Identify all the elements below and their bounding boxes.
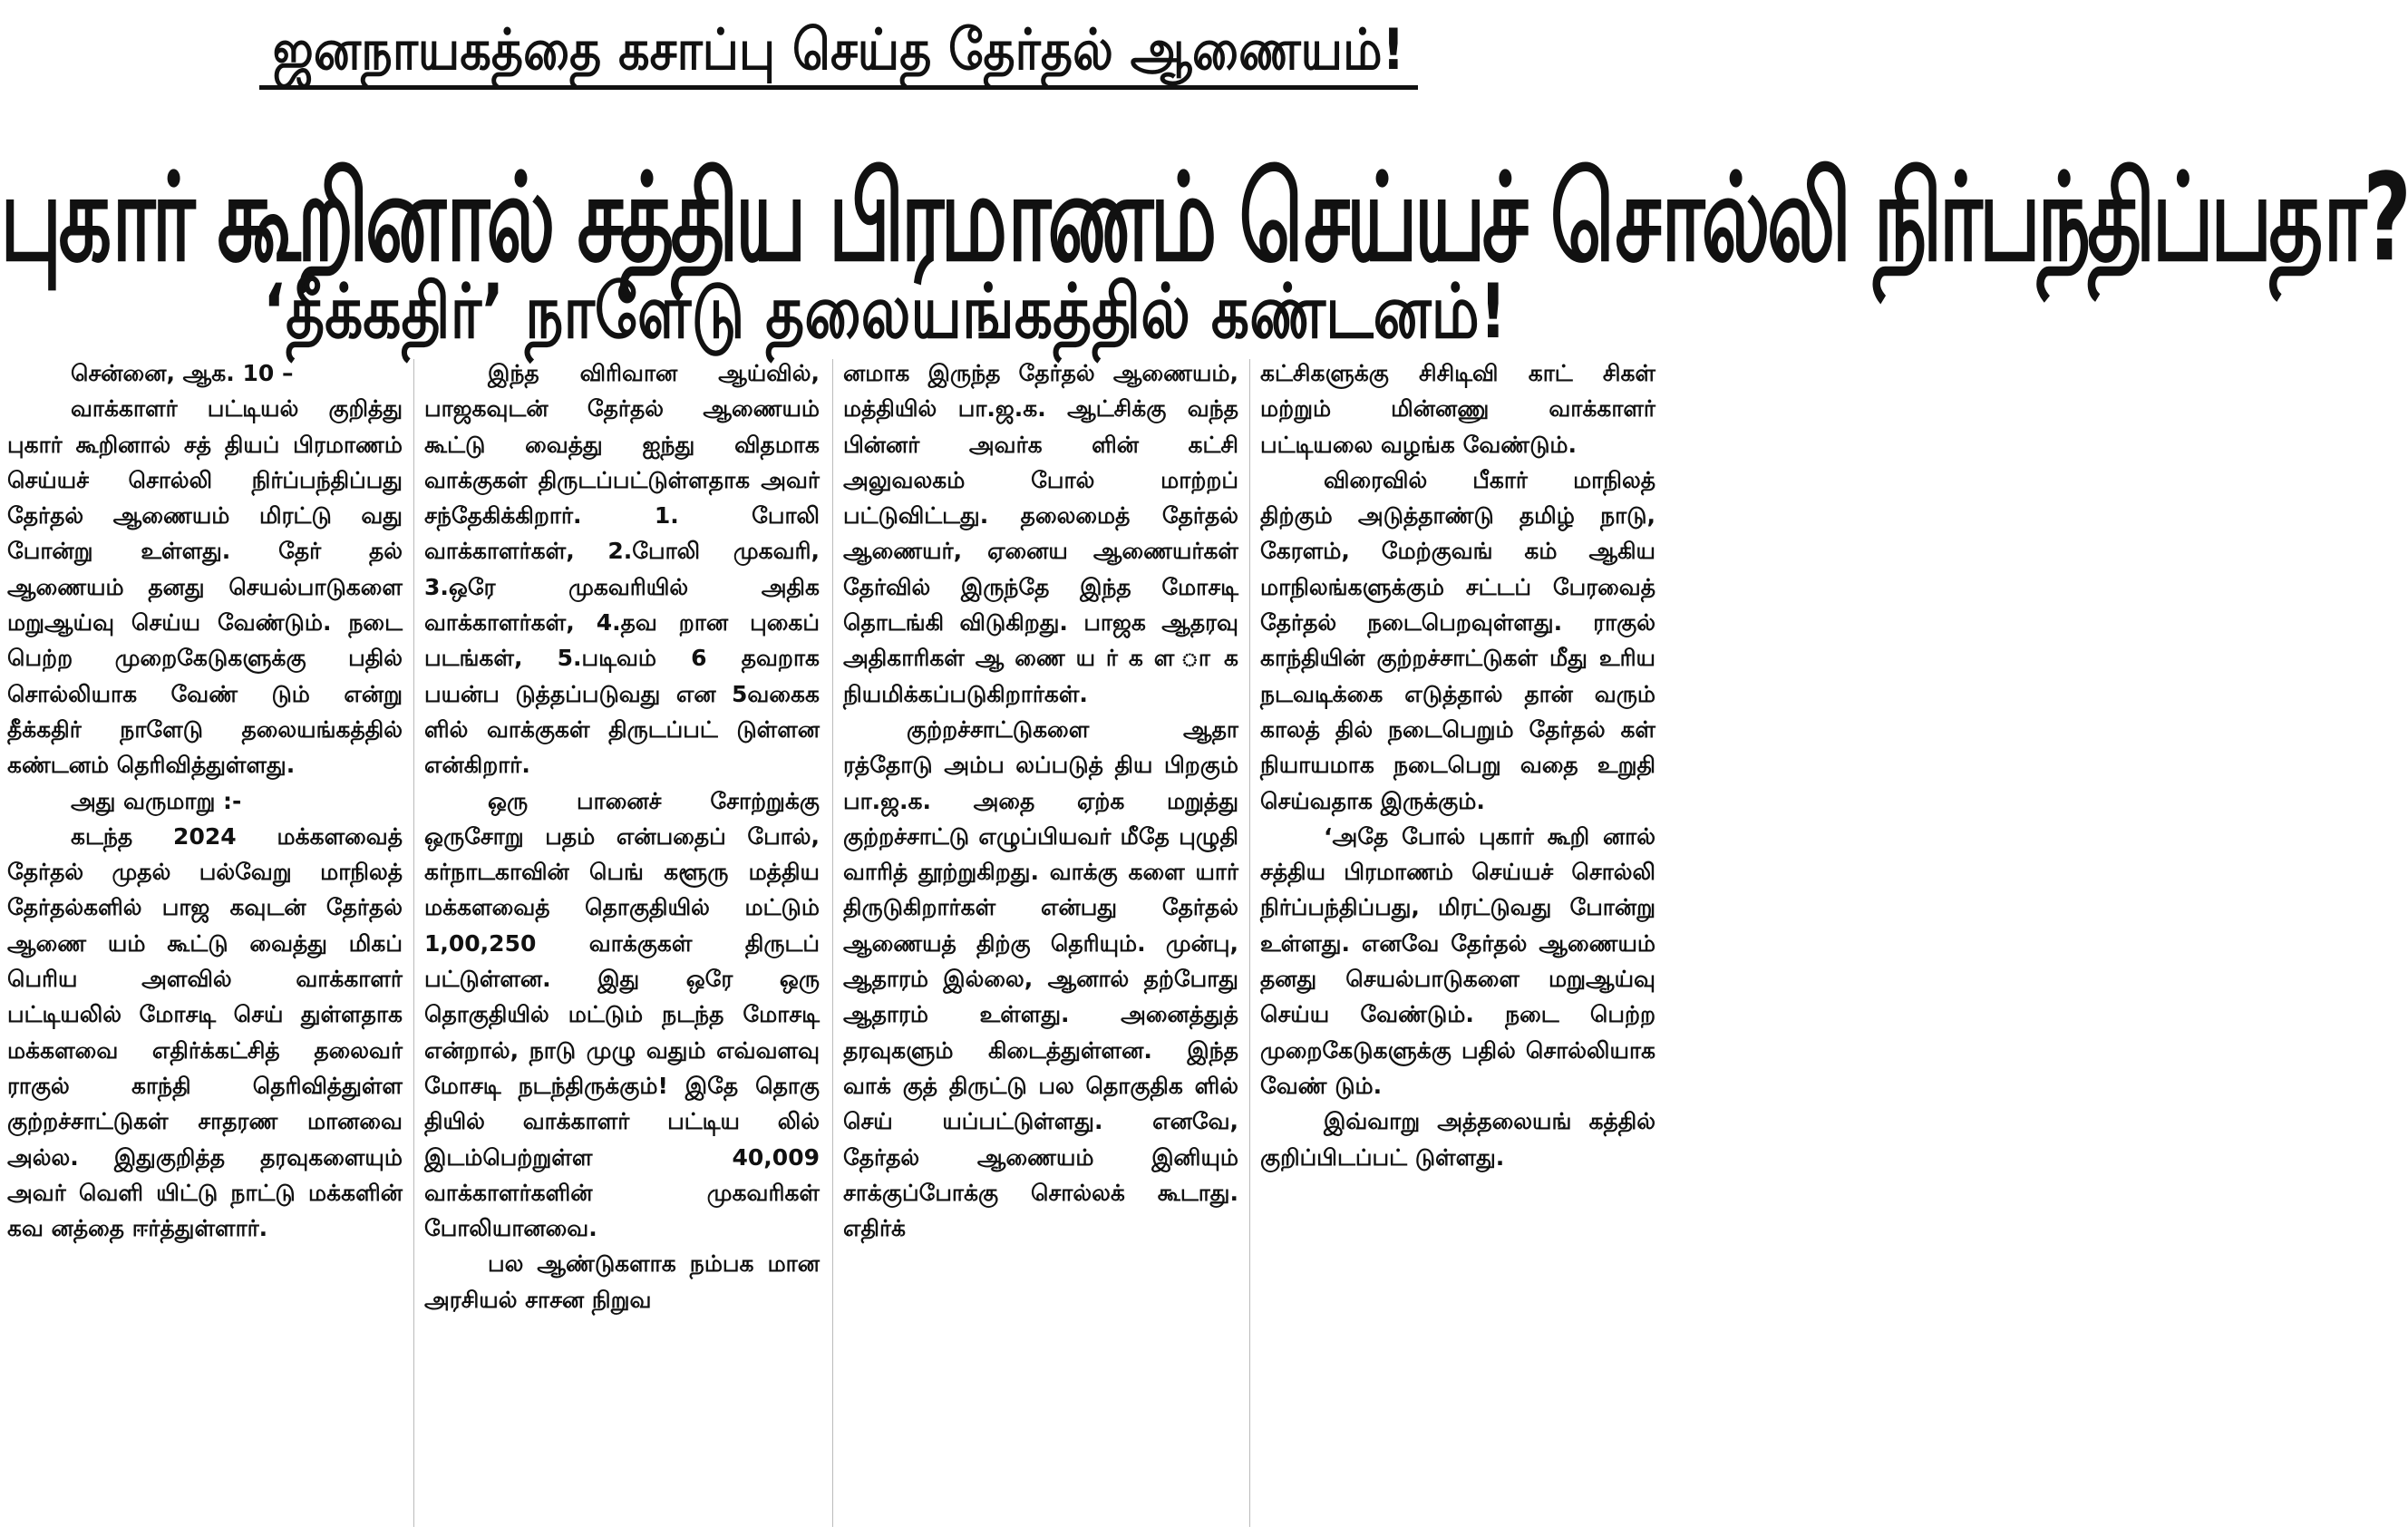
article-column-4	[1260, 355, 1656, 1531]
paragraph: அது வருமாறு :-	[71, 787, 242, 814]
paragraph: கடந்த 2024 மக்களவைத் தேர்தல் முதல் பல்வேறு மாநிலத் தேர்தல்களில் பாஜ கவுடன் தேர்தல் ஆணை யம் கூட்டு வைத்து மிகப் பெரிய அளவில் வாக்காளர் பட்டியலில் மோசடி செய் துள்ளதாக மக்களவை எதிர்க்கட்சித் தலைவர் ராகுல் காந்தி தெரிவித்துள்ள குற்றச்சாட்டுகள் சாதரண மானவை அல்ல. இதுகுறித்த தரவுகளையும் அவர் வெளி யிட்டு நாட்டு மக்களின் கவ னத்தை ஈர்த்துள்ளார்.	[7, 822, 403, 1242]
column-divider	[832, 359, 833, 1527]
paragraph: வாக்காளர் பட்டியல் குறித்து புகார் கூறினால் சத் தியப் பிரமாணம் செய்யச் சொல்லி நிர்ப்பந்திப்பது தேர்தல் ஆணையம் மிரட்டு வது போன்று உள்ளது. தேர் தல் ஆணையம் தனது செயல்பாடுகளை மறுஆய்வு செய்ய வேண்டும். நடை பெற்ற முறைகேடுகளுக்கு பதில் சொல்லியாக வேண் டும் என்று தீக்கதிர் நாளேடு தலையங்கத்தில் கண்டனம் தெரிவித்துள்ளது.	[7, 395, 403, 779]
paragraph: இந்த விரிவான ஆய்வில், பாஜகவுடன் தேர்தல் ஆணையம் கூட்டு வைத்து ஐந்து விதமாக வாக்குகள் திருடப்பட்டுள்ளதாக அவர் சந்தேகிக்கிறார். 1. போலி வாக்காளர்கள், 2.போலி முகவரி, 3.ஒரே முகவரியில் அதிக வாக்காளர்கள், 4.தவ றான புகைப் படங்கள், 5.படிவம் 6 தவறாக பயன்ப டுத்தப்படுவது என 5வகைக ளில் வாக்குகள் திருடப்பட் டுள்ளன என்கிறார்.	[424, 360, 820, 779]
paragraph: பல ஆண்டுகளாக நம்பக மான அரசியல் சாசன நிறுவ	[424, 1250, 820, 1313]
main-headline: புகார் கூறினால் சத்திய பிரமாணம் செய்யச் சொல்லி நிர்பந்திப்பதா?	[0, 147, 2408, 289]
paragraph: ஒரு பானைச் சோற்றுக்கு ஒருசோறு பதம் என்பதைப் போல், கர்நாடகாவின் பெங் களூரு மத்திய மக்களவைத் தொகுதியில் மட்டும் 1,00,250 வாக்குகள் திருடப் பட்டுள்ளன. இது ஒரே ஒரு தொகுதியில் மட்டும் நடந்த மோசடி என்றால், நாடு முழு வதும் எவ்வளவு மோசடி நடந்திருக்கும்! இதே தொகு தியில் வாக்காளர் பட்டிய லில் இடம்பெற்றுள்ள 40,009 வாக்காளர்களின் முகவரிகள் போலியானவை.	[424, 787, 820, 1242]
column-divider	[1249, 359, 1250, 1527]
paragraph: னமாக இருந்த தேர்தல் ஆணையம், மத்தியில் பா.ஜ.க. ஆட்சிக்கு வந்த பின்னர் அவர்க ளின் கட்சி அலுவலகம் போல் மாற்றப் பட்டுவிட்டது. தலைமைத் தேர்தல் ஆணையர், ஏனைய ஆணையர்கள் தேர்வில் இருந்தே இந்த மோசடி தொடங்கி விடுகிறது. பாஜக ஆதரவு அதிகாரிகள் ஆ ணை ய ர் க ள ா க நியமிக்கப்படுகிறார்கள்.	[843, 360, 1238, 707]
column-divider	[413, 359, 414, 1527]
headline-kicker: ஜனநாயகத்தை கசாப்பு செய்த தேர்தல் ஆணையம்!	[272, 16, 1405, 83]
article-column-3	[843, 355, 1238, 1531]
paragraph: ‘அதே போல் புகார் கூறி னால் சத்திய பிரமாணம் செய்யச் சொல்லி நிர்ப்பந்திப்பது, மிரட்டுவது போன்று உள்ளது. எனவே தேர்தல் ஆணையம் தனது செயல்பாடுகளை மறுஆய்வு செய்ய வேண்டும். நடை பெற்ற முறைகேடுகளுக்கு பதில் சொல்லியாக வேண் டும்.	[1260, 822, 1656, 1099]
sub-headline: ‘தீக்கதிர்’ நாளேடு தலையங்கத்தில் கண்டனம்!	[263, 267, 1507, 355]
dateline: சென்னை, ஆக. 10 –	[71, 360, 294, 386]
paragraph: குற்றச்சாட்டுகளை ஆதா ரத்தோடு அம்ப லப்படுத் திய பிறகும் பா.ஜ.க. அதை ஏற்க மறுத்து குற்றச்சாட்டு எழுப்பியவர் மீதே புழுதி வாரித் தூற்றுகிறது. வாக்கு களை யார் திருடுகிறார்கள் என்பது தேர்தல் ஆணையத் திற்கு தெரியும். முன்பு, ஆதாரம் இல்லை, ஆனால் தற்போது ஆதாரம் உள்ளது. அனைத்துத் தரவுகளும் கிடைத்துள்ளன. இந்த வாக் குத் திருட்டு பல தொகுதிக ளில் செய் யப்பட்டுள்ளது. எனவே, தேர்தல் ஆணையம் இனியும் சாக்குப்போக்கு சொல்லக் கூடாது. எதிர்க்	[843, 715, 1238, 1242]
article-column-2	[424, 355, 820, 1531]
article-column-1	[7, 355, 403, 1531]
paragraph: இவ்வாறு அத்தலையங் கத்தில் குறிப்பிடப்பட் டுள்ளது.	[1260, 1108, 1656, 1171]
paragraph: கட்சிகளுக்கு சிசிடிவி காட் சிகள் மற்றும் மின்னணு வாக்காளர் பட்டியலை வழங்க வேண்டும்.	[1260, 360, 1656, 458]
paragraph: விரைவில் பீகார் மாநிலத் திற்கும் அடுத்தாண்டு தமிழ் நாடு, கேரளம், மேற்குவங் கம் ஆகிய மாநிலங்களுக்கும் சட்டப் பேரவைத் தேர்தல் நடைபெறவுள்ளது. ராகுல் காந்தியின் குற்றச்சாட்டுகள் மீது உரிய நடவடிக்கை எடுத்தால் தான் வரும் காலத் தில் நடைபெறும் தேர்தல் கள் நியாயமாக நடைபெறு வதை உறுதி செய்வதாக இருக்கும்.	[1260, 466, 1656, 814]
headline-block	[0, 0, 2408, 363]
kicker-underline	[259, 85, 1418, 90]
article-body	[7, 355, 1656, 1531]
